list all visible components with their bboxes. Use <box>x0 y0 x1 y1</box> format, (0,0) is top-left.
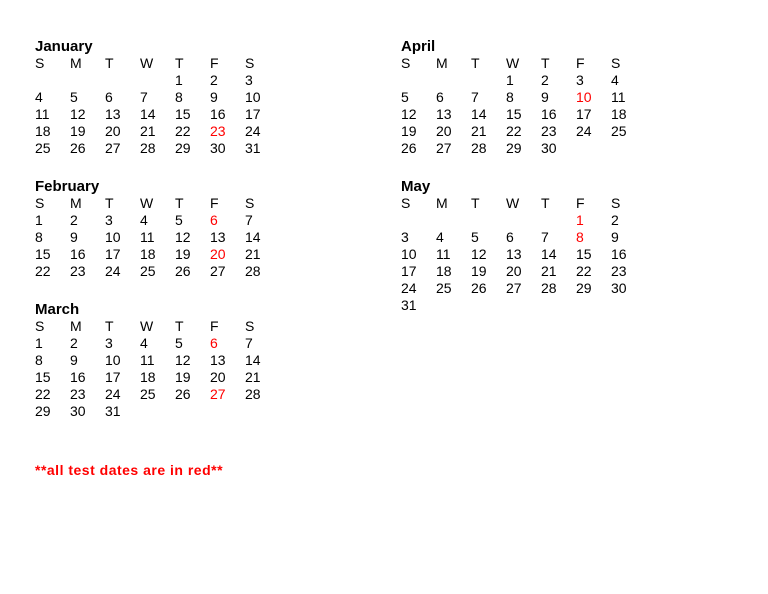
test-date: 20 <box>210 246 226 262</box>
calendar-day: 26 <box>175 386 191 402</box>
empty-day <box>401 212 436 229</box>
weekday-header: M <box>70 318 82 334</box>
calendar-day: 5 <box>175 212 183 228</box>
calendar-day: 25 <box>140 386 156 402</box>
calendar-day: 7 <box>245 212 253 228</box>
calendar-day: 16 <box>541 106 557 122</box>
test-date: 27 <box>210 386 226 402</box>
calendar-day: 7 <box>245 335 253 351</box>
calendar-day: 19 <box>471 263 487 279</box>
calendar-day: 17 <box>401 263 417 279</box>
calendar-day: 17 <box>576 106 592 122</box>
test-date: 1 <box>576 212 584 228</box>
calendar-day: 28 <box>140 140 156 156</box>
weekday-header: T <box>471 195 480 211</box>
weekday-header: T <box>175 195 184 211</box>
empty-day <box>436 297 471 314</box>
weekday-header: T <box>105 55 114 71</box>
calendar-day: 10 <box>401 246 417 262</box>
weekday-header: S <box>35 195 45 211</box>
calendar-day: 22 <box>576 263 592 279</box>
calendar-day: 20 <box>506 263 522 279</box>
weekday-header: T <box>105 195 114 211</box>
calendar-day: 26 <box>401 140 417 156</box>
empty-day <box>436 212 471 229</box>
calendar-day: 26 <box>471 280 487 296</box>
calendar-day: 23 <box>70 263 86 279</box>
calendar-day: 9 <box>70 229 78 245</box>
calendar-day: 29 <box>175 140 191 156</box>
calendar-day: 13 <box>105 106 121 122</box>
weekday-header: S <box>245 195 255 211</box>
empty-day <box>140 72 175 89</box>
calendar-day: 18 <box>611 106 627 122</box>
calendar-day: 18 <box>140 369 156 385</box>
calendar-day: 30 <box>70 403 86 419</box>
month-march <box>35 301 280 420</box>
calendar-day: 12 <box>471 246 487 262</box>
calendar-day: 26 <box>70 140 86 156</box>
calendar-day: 7 <box>140 89 148 105</box>
calendar-day: 8 <box>506 89 514 105</box>
calendar-day: 24 <box>576 123 592 139</box>
weekday-header: S <box>35 318 45 334</box>
calendar-day: 11 <box>436 246 451 262</box>
weekday-header: T <box>541 195 550 211</box>
empty-day <box>611 297 646 314</box>
empty-day <box>506 212 541 229</box>
calendar-day: 4 <box>611 72 619 88</box>
weekday-header: S <box>611 195 621 211</box>
empty-day <box>70 72 105 89</box>
calendar-day: 14 <box>541 246 557 262</box>
empty-day <box>175 403 210 420</box>
calendar-day: 11 <box>140 352 155 368</box>
calendar-day: 25 <box>140 263 156 279</box>
calendar-day: 19 <box>401 123 417 139</box>
calendar-day: 7 <box>471 89 479 105</box>
calendar-day: 4 <box>140 335 148 351</box>
empty-day <box>35 72 70 89</box>
calendar-day: 27 <box>506 280 522 296</box>
weekday-header: T <box>175 55 184 71</box>
calendar-day: 15 <box>175 106 191 122</box>
calendar-day: 12 <box>175 352 191 368</box>
weekday-header: F <box>576 55 585 71</box>
weekday-header: M <box>436 195 448 211</box>
empty-day <box>471 72 506 89</box>
calendar-day: 17 <box>105 246 121 262</box>
calendar-day: 22 <box>35 386 51 402</box>
weekday-header: F <box>576 195 585 211</box>
empty-day <box>471 297 506 314</box>
calendar-day: 3 <box>105 335 113 351</box>
weekday-header: T <box>541 55 550 71</box>
calendar-day: 15 <box>35 369 51 385</box>
calendar-day: 26 <box>175 263 191 279</box>
weekday-header: S <box>401 195 411 211</box>
calendar-day: 19 <box>175 369 191 385</box>
calendar-day: 5 <box>471 229 479 245</box>
calendar-day: 27 <box>105 140 121 156</box>
month-february <box>35 178 280 280</box>
calendar-grid-march <box>35 318 280 420</box>
calendar-day: 16 <box>611 246 627 262</box>
test-date: 10 <box>576 89 592 105</box>
test-date: 6 <box>210 212 218 228</box>
calendar-day: 14 <box>245 229 261 245</box>
calendar-day: 3 <box>576 72 584 88</box>
calendar-day: 23 <box>70 386 86 402</box>
calendar-day: 18 <box>35 123 51 139</box>
calendar-day: 14 <box>471 106 487 122</box>
calendar-day: 12 <box>175 229 191 245</box>
weekday-header: W <box>140 195 154 211</box>
calendar-day: 5 <box>70 89 78 105</box>
empty-day <box>541 212 576 229</box>
calendar-day: 8 <box>35 352 43 368</box>
calendar-day: 8 <box>175 89 183 105</box>
calendar-day: 29 <box>576 280 592 296</box>
calendar-day: 16 <box>70 369 86 385</box>
calendar-day: 22 <box>175 123 191 139</box>
calendar-day: 27 <box>436 140 452 156</box>
calendar-day: 24 <box>105 263 121 279</box>
weekday-header: W <box>140 318 154 334</box>
calendar-day: 9 <box>611 229 619 245</box>
calendar-day: 1 <box>35 212 43 228</box>
test-date: 8 <box>576 229 584 245</box>
calendar-day: 6 <box>436 89 444 105</box>
calendar-day: 21 <box>245 369 261 385</box>
weekday-header: M <box>70 55 82 71</box>
weekday-header: W <box>506 195 520 211</box>
weekday-header: F <box>210 195 219 211</box>
empty-day <box>576 297 611 314</box>
calendar-day: 1 <box>35 335 43 351</box>
calendar-day: 31 <box>245 140 261 156</box>
weekday-header: S <box>611 55 621 71</box>
calendar-day: 28 <box>471 140 487 156</box>
calendar-grid-january <box>35 55 280 157</box>
calendar-day: 15 <box>506 106 522 122</box>
calendar-day: 11 <box>35 106 50 122</box>
calendar-day: 21 <box>471 123 487 139</box>
calendar-day: 11 <box>140 229 155 245</box>
calendar-day: 25 <box>611 123 627 139</box>
calendar-day: 2 <box>210 72 218 88</box>
weekday-header: S <box>245 55 255 71</box>
calendar-day: 25 <box>436 280 452 296</box>
weekday-header: T <box>471 55 480 71</box>
calendar-day: 11 <box>611 89 626 105</box>
calendar-day: 1 <box>506 72 514 88</box>
calendar-day: 10 <box>105 352 121 368</box>
calendar-day: 13 <box>210 352 226 368</box>
month-title-april: April <box>401 38 436 55</box>
calendar-day: 31 <box>105 403 121 419</box>
calendar-day: 2 <box>541 72 549 88</box>
calendar-day: 4 <box>140 212 148 228</box>
calendar-grid-may <box>401 195 646 314</box>
calendar-day: 24 <box>245 123 261 139</box>
calendar-day: 7 <box>541 229 549 245</box>
calendar-day: 23 <box>611 263 627 279</box>
empty-day <box>210 403 245 420</box>
calendar-day: 10 <box>105 229 121 245</box>
empty-day <box>436 72 471 89</box>
calendar-day: 12 <box>70 106 86 122</box>
calendar-day: 10 <box>245 89 261 105</box>
calendar-grid-february <box>35 195 280 280</box>
calendar-day: 9 <box>541 89 549 105</box>
empty-day <box>245 403 280 420</box>
calendar-day: 24 <box>105 386 121 402</box>
weekday-header: T <box>175 318 184 334</box>
calendar-day: 6 <box>506 229 514 245</box>
calendar-day: 3 <box>105 212 113 228</box>
calendar-day: 24 <box>401 280 417 296</box>
weekday-header: W <box>140 55 154 71</box>
calendar-day: 17 <box>105 369 121 385</box>
calendar-day: 20 <box>105 123 121 139</box>
calendar-day: 9 <box>70 352 78 368</box>
calendar-day: 22 <box>506 123 522 139</box>
calendar-day: 18 <box>436 263 452 279</box>
month-title-january: January <box>35 38 93 55</box>
empty-day <box>611 140 646 157</box>
calendar-day: 14 <box>245 352 261 368</box>
empty-day <box>506 297 541 314</box>
test-date: 23 <box>210 123 226 139</box>
month-april <box>401 38 646 157</box>
weekday-header: F <box>210 55 219 71</box>
calendar-day: 5 <box>401 89 409 105</box>
calendar-day: 16 <box>70 246 86 262</box>
calendar-day: 25 <box>35 140 51 156</box>
calendar-day: 5 <box>175 335 183 351</box>
calendar-day: 19 <box>70 123 86 139</box>
weekday-header: W <box>506 55 520 71</box>
calendar-day: 18 <box>140 246 156 262</box>
test-dates-note: **all test dates are in red** <box>35 462 224 478</box>
calendar-day: 20 <box>210 369 226 385</box>
weekday-header: S <box>401 55 411 71</box>
calendar-day: 2 <box>70 335 78 351</box>
calendar-day: 2 <box>611 212 619 228</box>
empty-day <box>105 72 140 89</box>
calendar-day: 14 <box>140 106 156 122</box>
calendar-day: 8 <box>35 229 43 245</box>
calendar-day: 15 <box>35 246 51 262</box>
calendar-day: 1 <box>175 72 183 88</box>
calendar-day: 27 <box>210 263 226 279</box>
calendar-day: 29 <box>35 403 51 419</box>
weekday-header: F <box>210 318 219 334</box>
calendar-day: 30 <box>611 280 627 296</box>
empty-day <box>140 403 175 420</box>
calendar-day: 21 <box>140 123 156 139</box>
calendar-day: 30 <box>210 140 226 156</box>
calendar-day: 21 <box>245 246 261 262</box>
calendar-day: 22 <box>35 263 51 279</box>
calendar-day: 29 <box>506 140 522 156</box>
weekday-header: S <box>245 318 255 334</box>
month-title-may: May <box>401 178 431 195</box>
calendar-day: 3 <box>401 229 409 245</box>
empty-day <box>471 212 506 229</box>
calendar-day: 21 <box>541 263 557 279</box>
calendar-day: 4 <box>436 229 444 245</box>
calendar-day: 4 <box>35 89 43 105</box>
weekday-header: M <box>70 195 82 211</box>
month-january <box>35 38 280 157</box>
calendar-day: 13 <box>506 246 522 262</box>
calendar-day: 2 <box>70 212 78 228</box>
calendar-day: 19 <box>175 246 191 262</box>
calendar-day: 23 <box>541 123 557 139</box>
calendar-day: 3 <box>245 72 253 88</box>
calendar-grid-april <box>401 55 646 157</box>
calendar-day: 30 <box>541 140 557 156</box>
month-may <box>401 178 646 314</box>
calendar-day: 28 <box>245 386 261 402</box>
calendar-day: 28 <box>245 263 261 279</box>
weekday-header: S <box>35 55 45 71</box>
calendar-day: 16 <box>210 106 226 122</box>
calendar-day: 6 <box>105 89 113 105</box>
empty-day <box>541 297 576 314</box>
test-date: 6 <box>210 335 218 351</box>
empty-day <box>401 72 436 89</box>
month-title-march: March <box>35 301 80 318</box>
calendar-day: 13 <box>436 106 452 122</box>
calendar-day: 15 <box>576 246 592 262</box>
calendar-day: 20 <box>436 123 452 139</box>
weekday-header: T <box>105 318 114 334</box>
calendar-day: 13 <box>210 229 226 245</box>
calendar-day: 12 <box>401 106 417 122</box>
empty-day <box>576 140 611 157</box>
weekday-header: M <box>436 55 448 71</box>
calendar-day: 9 <box>210 89 218 105</box>
month-title-february: February <box>35 178 100 195</box>
calendar-day: 17 <box>245 106 261 122</box>
calendar-day: 28 <box>541 280 557 296</box>
calendar-day: 31 <box>401 297 417 313</box>
